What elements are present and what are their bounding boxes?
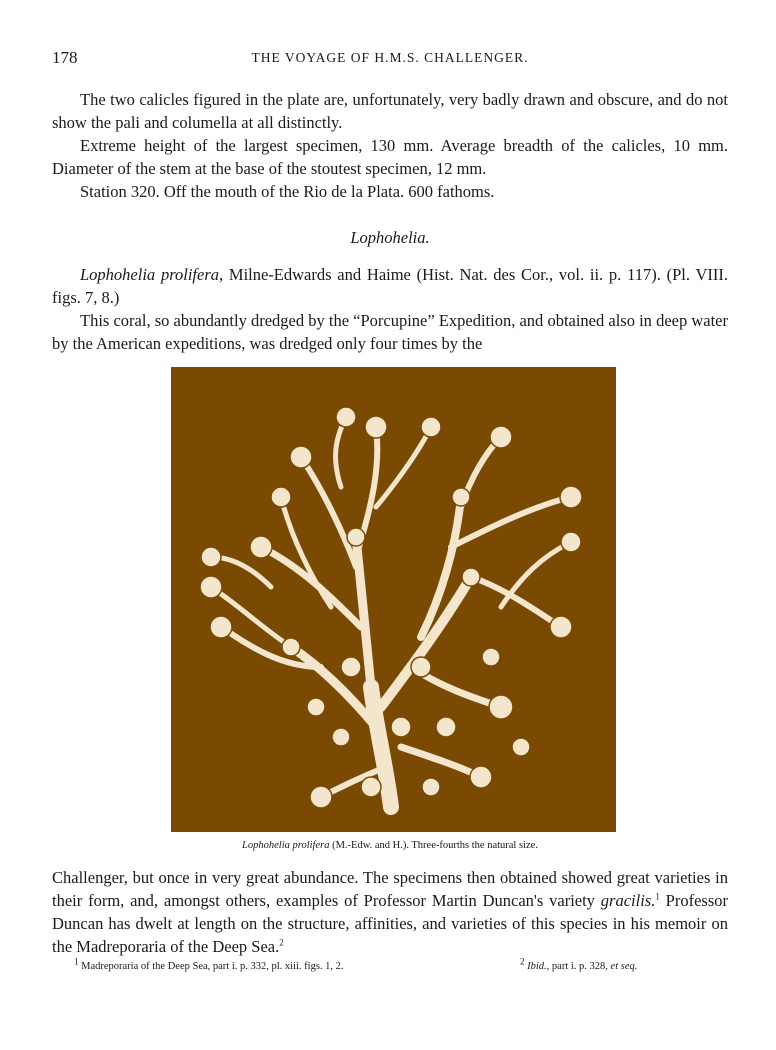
caption-text: (M.-Edw. and H.). Three-fourths the natural size. bbox=[329, 840, 538, 851]
species-name: Lophohelia prolifera bbox=[80, 265, 219, 284]
footnote-2 bbox=[520, 956, 638, 972]
continuation-text bbox=[52, 866, 728, 958]
continuation-paragraph bbox=[52, 866, 728, 958]
continuation-part-1: Challenger, but once in very great abundance. The specimens then obtained showed great varieties in their form, and, amongst others, examples of Professor Martin Duncan's variety bbox=[52, 868, 728, 910]
coral-illustration bbox=[171, 367, 616, 832]
footnote-2-etseq: et seq. bbox=[610, 961, 638, 972]
footnote-2-ibid: Ibid. bbox=[527, 961, 547, 972]
caption-species: Lophohelia prolifera bbox=[242, 840, 330, 851]
running-title: THE VOYAGE OF H.M.S. CHALLENGER. bbox=[251, 50, 529, 65]
page-header bbox=[52, 48, 728, 70]
page-number: 178 bbox=[52, 48, 78, 67]
figure-background bbox=[171, 367, 616, 832]
footnote-1-marker: 1 bbox=[74, 956, 79, 967]
footnote-2-text: , part i. p. 328, bbox=[546, 961, 611, 972]
intro-paragraph-2: Extreme height of the largest specimen, 130 mm. Average breadth of the calicles, 10 mm. Diameter of the stem at the base of the stoutest specimen, 12 mm. bbox=[52, 136, 728, 178]
footnote-2-marker: 2 bbox=[520, 956, 525, 967]
species-citation: , Milne-Edwards and Haime (Hist. Nat. des Cor., vol. ii. p. 117). (Pl. VIII. figs. 7, 8.) bbox=[52, 265, 728, 307]
footnote-1-text: Madreporaria of the Deep Sea, part i. p. 332, pl. xiii. figs. 1, 2. bbox=[78, 961, 344, 972]
intro-paragraph-3: Station 320. Off the mouth of the Rio de la Plata. 600 fathoms. bbox=[80, 182, 495, 201]
species-paragraph: This coral, so abundantly dredged by the “Porcupine” Expedition, and obtained also in deep water by the American expeditions, was dredged only four times by the bbox=[52, 311, 728, 353]
section-heading: Lophohelia. bbox=[350, 228, 430, 247]
footnote-ref-2: 2 bbox=[279, 937, 284, 948]
figure-caption bbox=[52, 840, 728, 851]
intro-paragraph-1: The two calicles figured in the plate are, unfortunately, very badly drawn and obscure, and do not show the pali and columella at all distinctly. bbox=[52, 90, 728, 132]
footnote-1 bbox=[74, 956, 344, 972]
footnote-ref-1: 1 bbox=[655, 891, 660, 902]
continuation-part-2: Professor Duncan has dwelt at length on the structure, affinities, and varieties of this species in his memoir on the Madreporaria of the Deep Sea. bbox=[52, 891, 728, 956]
intro-text bbox=[52, 88, 728, 203]
coral-drawing bbox=[171, 367, 616, 832]
species-text bbox=[52, 263, 728, 355]
variety-name: gracilis. bbox=[600, 891, 656, 910]
species-citation-paragraph bbox=[52, 263, 728, 309]
